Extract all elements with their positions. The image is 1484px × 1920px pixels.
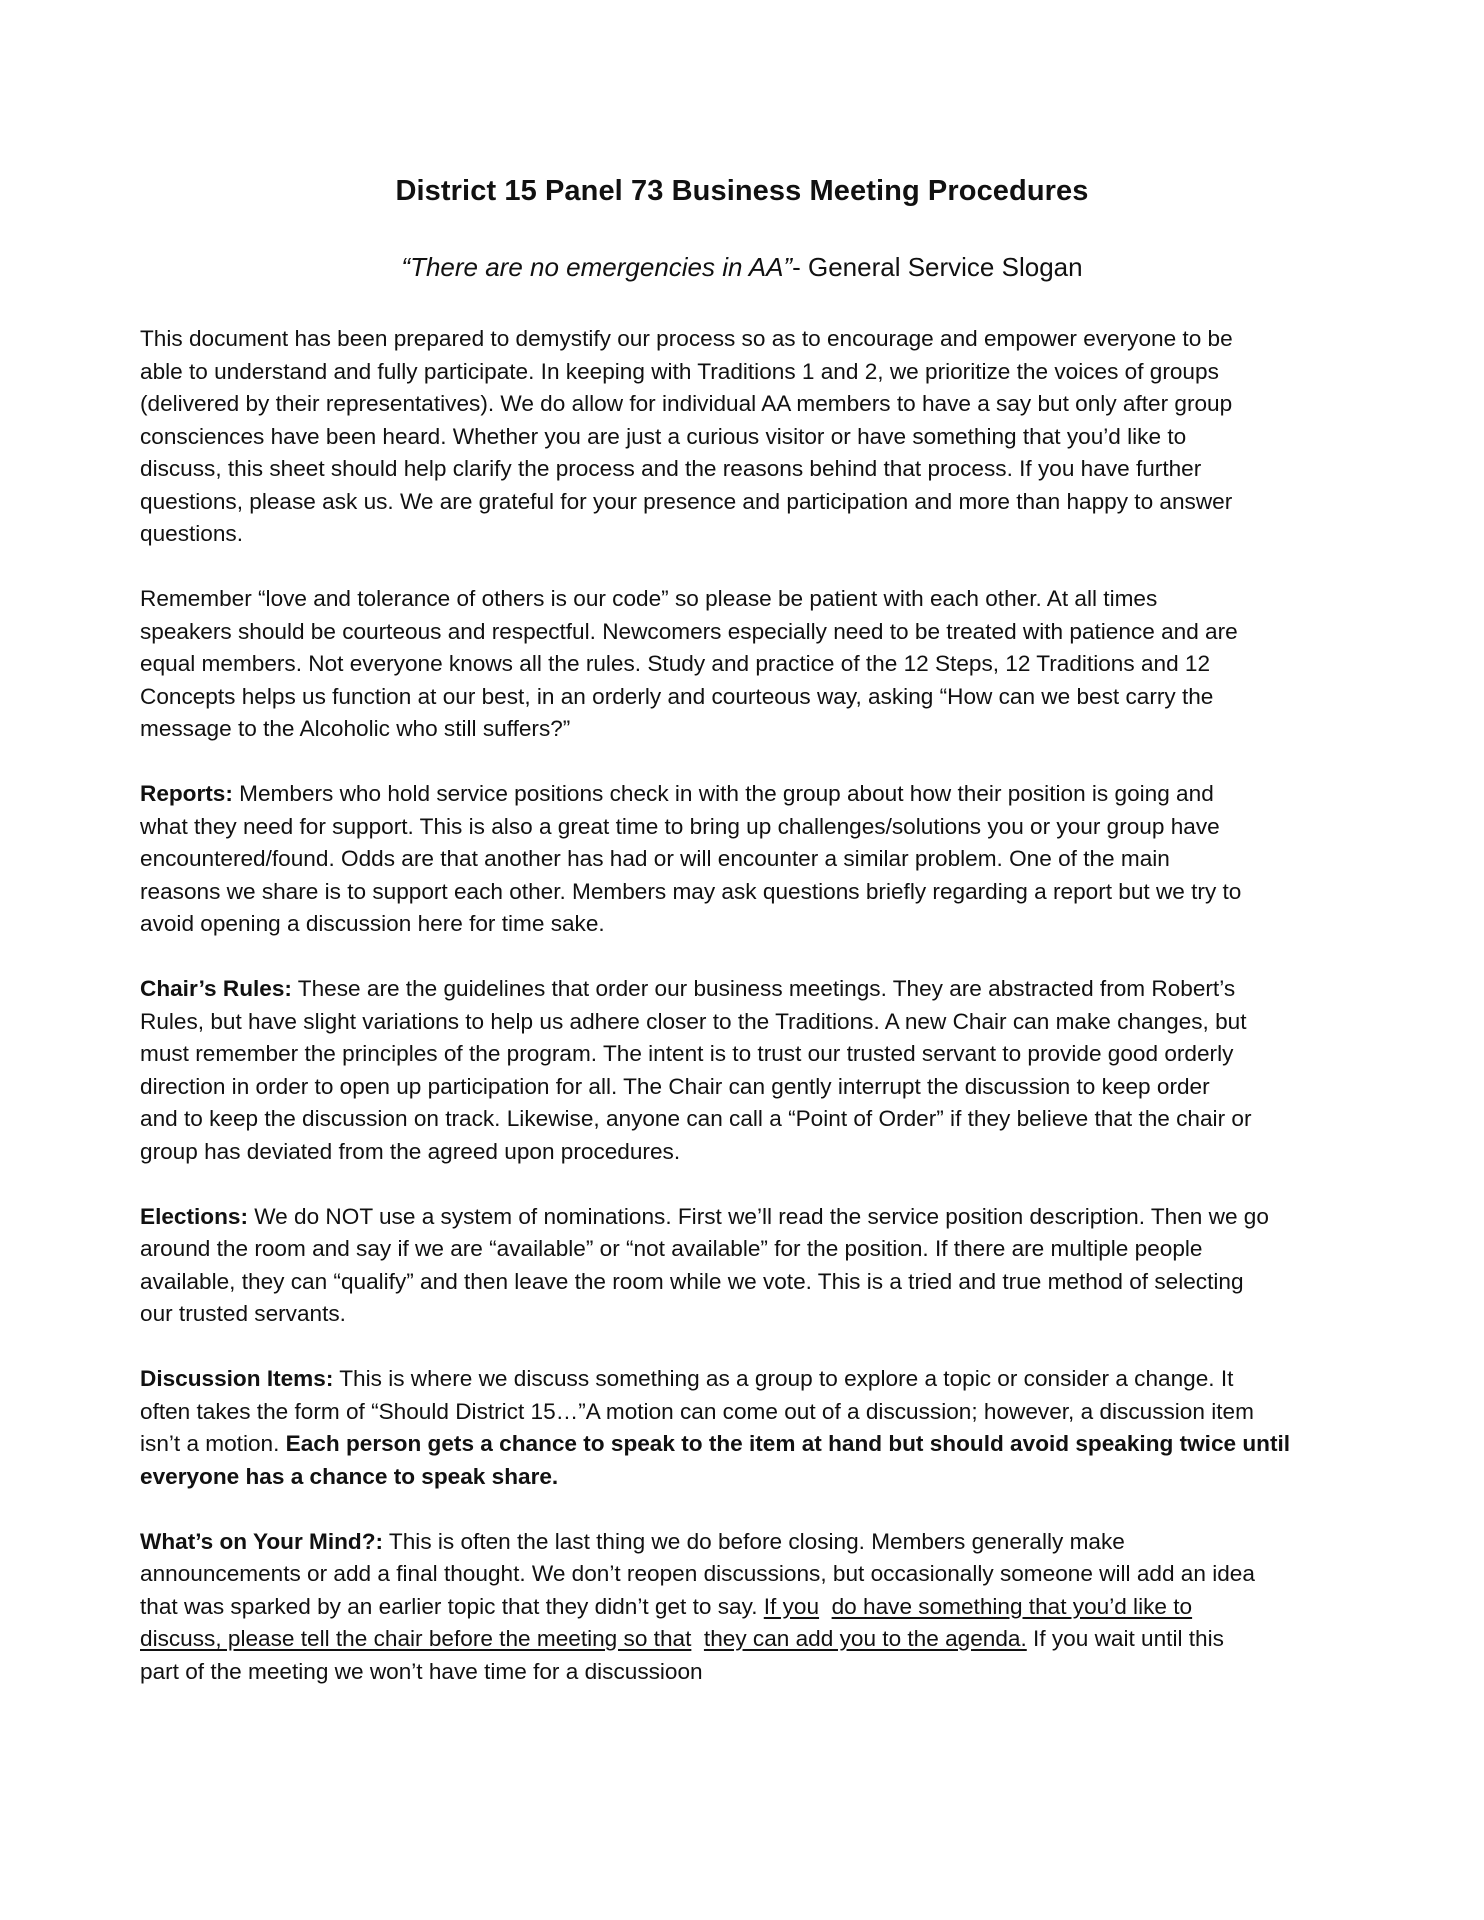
- elections-label: Elections:: [140, 1203, 248, 1229]
- whats-on-your-mind-line: [140, 1591, 1370, 1624]
- remember-line: equal members. Not everyone knows all the rules. Study and practice of the 12 Steps, 12 Traditions and 12: [140, 651, 1211, 676]
- discussion-items-line: everyone has a chance to speak share.: [140, 1463, 559, 1489]
- slogan-attribution: - General Service Slogan: [792, 252, 1083, 282]
- intro-line: questions, please ask us. We are grateful for your presence and participation and more than happy to answer: [140, 488, 1233, 514]
- reports-line: encountered/found. Odds are that another has had or will encounter a similar problem. One of the main: [140, 846, 1170, 871]
- remember-paragraph: [140, 583, 1370, 746]
- whats-on-your-mind-label: What’s on Your Mind?:: [140, 1528, 384, 1554]
- reports-label: Reports:: [140, 781, 233, 806]
- chairs-rules-first-line: [140, 973, 1370, 1006]
- reports-first-line: [140, 778, 1370, 811]
- whats-on-your-mind-line: announcements or add a final thought. We don’t reopen discussions, but occasionally someone will add an idea: [140, 1561, 1255, 1586]
- underlined-text: do have something that you’d like to: [831, 1593, 1193, 1619]
- whats-on-your-mind-line: [140, 1623, 1370, 1656]
- intro-line: discuss, this sheet should help clarify the process and the reasons behind that process. If you have further: [140, 456, 1202, 481]
- chairs-rules-section: [140, 973, 1370, 1168]
- reports-line: what they need for support. This is also a great time to bring up challenges/solutions you or your group have: [140, 813, 1220, 839]
- chairs-rules-line: must remember the principles of the program. The intent is to trust our trusted servant to provide good orderly: [140, 1041, 1234, 1066]
- chairs-rules-line: and to keep the discussion on track. Likewise, anyone can call a “Point of Order” if they believe that the chair or: [140, 1106, 1252, 1131]
- chairs-rules-line: direction in order to open up participation for all. The Chair can gently interrupt the discussion to keep order: [140, 1073, 1210, 1099]
- intro-paragraph: [140, 323, 1370, 551]
- intro-line: questions.: [140, 521, 243, 546]
- whats-on-your-mind-line: part of the meeting we won’t have time for a discussioon: [140, 1658, 703, 1684]
- chairs-rules-line: group has deviated from the agreed upon procedures.: [140, 1138, 681, 1164]
- intro-line: consciences have been heard. Whether you are just a curious visitor or have something that you’d like to: [140, 423, 1187, 449]
- elections-section: [140, 1201, 1370, 1331]
- discussion-items-line: [140, 1428, 1370, 1461]
- whats-on-your-mind-plain: If you wait until this: [1026, 1626, 1224, 1651]
- discussion-items-section: [140, 1363, 1370, 1493]
- underlined-text: discuss, please tell the chair before the meeting so that: [140, 1626, 692, 1651]
- whats-on-your-mind-text: This is often the last thing we do before closing. Members generally make: [383, 1528, 1125, 1554]
- slogan: [0, 252, 1484, 283]
- remember-line: message to the Alcoholic who still suffers?”: [140, 716, 571, 741]
- intro-line: This document has been prepared to demystify our process so as to encourage and empower everyone to be: [140, 326, 1233, 351]
- elections-first-line: [140, 1201, 1370, 1234]
- chairs-rules-label: Chair’s Rules:: [140, 976, 292, 1001]
- discussion-items-text: This is where we discuss something as a group to explore a topic or consider a change. It: [333, 1366, 1234, 1391]
- reports-line: reasons we share is to support each other. Members may ask questions briefly regarding a report but we try to: [140, 878, 1242, 904]
- intro-line: (delivered by their representatives). We do allow for individual AA members to have a say but only after group: [140, 391, 1233, 416]
- remember-line: speakers should be courteous and respectful. Newcomers especially need to be treated with patience and are: [140, 618, 1238, 644]
- whats-on-your-mind-section: [140, 1526, 1370, 1689]
- elections-line: available, they can “qualify” and then leave the room while we vote. This is a tried and true method of selecting: [140, 1268, 1244, 1294]
- remember-line: Concepts helps us function at our best, in an orderly and courteous way, asking “How can we best carry the: [140, 683, 1214, 709]
- slogan-quote: “There are no emergencies in AA”: [401, 252, 793, 282]
- discussion-items-label: Discussion Items:: [140, 1366, 334, 1391]
- document-title: District 15 Panel 73 Business Meeting Procedures: [395, 175, 1089, 207]
- discussion-items-bold: Each person gets a chance to speak to the item at hand but should avoid speaking twice until: [285, 1431, 1291, 1456]
- reports-line: avoid opening a discussion here for time sake.: [140, 911, 605, 936]
- chairs-rules-line: Rules, but have slight variations to help us adhere closer to the Traditions. A new Chair can make changes, but: [140, 1008, 1247, 1034]
- chairs-rules-text: These are the guidelines that order our business meetings. They are abstracted from Robert’s: [291, 976, 1236, 1001]
- discussion-items-line: often takes the form of “Should District 15…”A motion can come out of a discussion; however, a discussion item: [140, 1398, 1254, 1424]
- underlined-text: they can add you to the agenda.: [703, 1626, 1027, 1651]
- intro-line: able to understand and fully participate. In keeping with Traditions 1 and 2, we prioritize the voices of groups: [140, 358, 1219, 384]
- reports-text: Members who hold service positions check in with the group about how their position is going and: [232, 781, 1214, 806]
- document-body: [140, 323, 1370, 1721]
- discussion-items-plain: isn’t a motion.: [140, 1431, 286, 1456]
- elections-text: We do NOT use a system of nominations. First we’ll read the service position description. Then we go: [247, 1203, 1269, 1229]
- whats-on-your-mind-plain: that was sparked by an earlier topic that they didn’t get to say.: [140, 1593, 764, 1619]
- discussion-items-first-line: [140, 1363, 1370, 1396]
- spacing: [691, 1626, 704, 1651]
- underlined-text: If you: [763, 1593, 820, 1619]
- elections-line: our trusted servants.: [140, 1301, 346, 1326]
- reports-section: [140, 778, 1370, 941]
- whats-on-your-mind-first-line: [140, 1526, 1370, 1559]
- remember-line: Remember “love and tolerance of others is our code” so please be patient with each other. At all times: [140, 586, 1158, 611]
- elections-line: around the room and say if we are “available” or “not available” for the position. If there are multiple people: [140, 1236, 1203, 1261]
- spacing: [819, 1594, 832, 1619]
